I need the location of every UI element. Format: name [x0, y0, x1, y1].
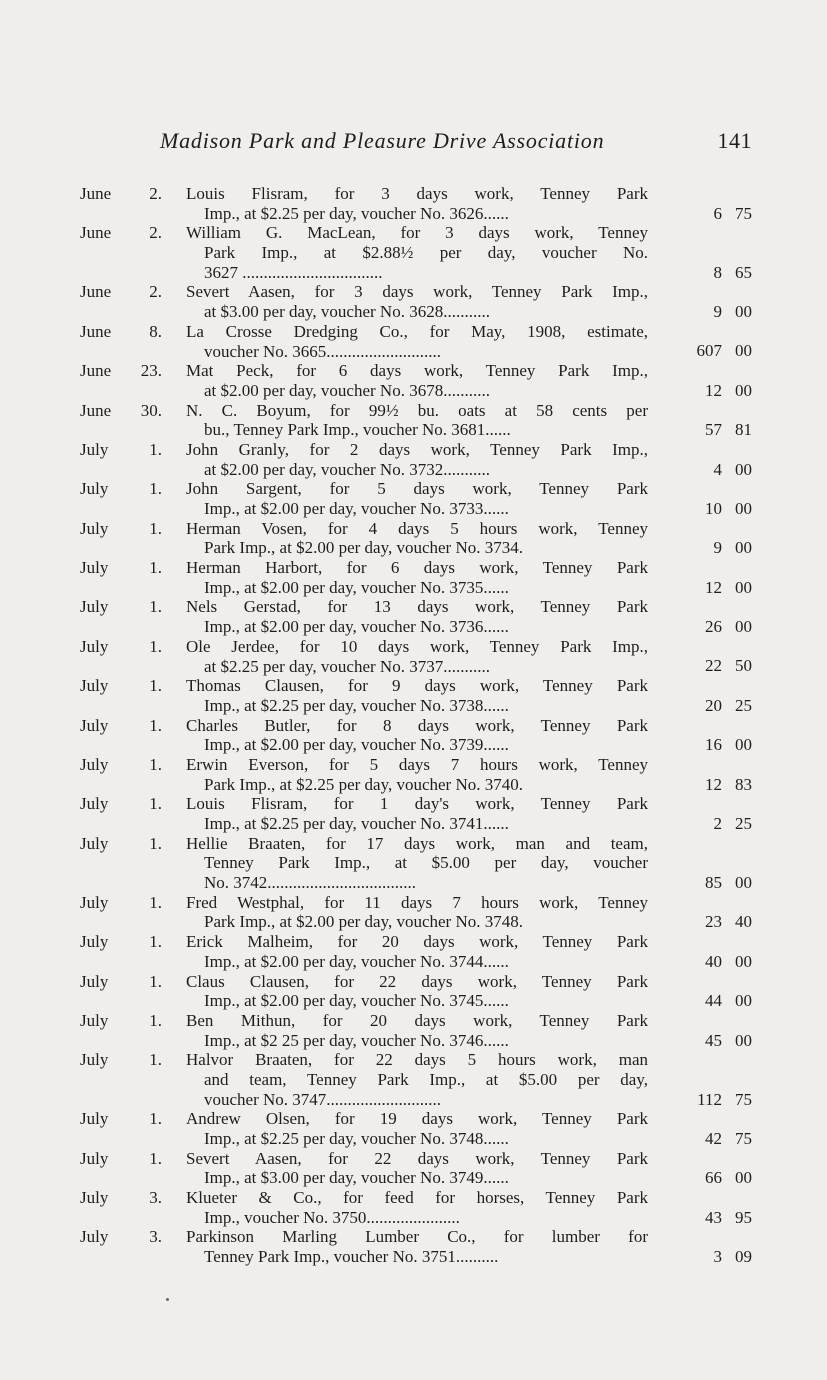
entry-description-line: Herman Vosen, for 4 days 5 hours work, Tenney: [186, 518, 648, 538]
ledger-entry: [80, 1109, 752, 1148]
entry-description-line: No. 3742...................................: [204, 873, 417, 893]
amount-dollars: 9: [713, 302, 722, 322]
entry-description-line: Nels Gerstad, for 13 days work, Tenney Park: [186, 597, 648, 617]
entry-date: [80, 223, 170, 243]
entry-day: 2.: [149, 223, 162, 243]
entry-description-line: Imp., at $2.00 per day, voucher No. 3735......: [204, 577, 509, 597]
entry-day: 30.: [140, 400, 162, 420]
entry-date: [80, 834, 170, 854]
ledger-entry: [80, 401, 752, 440]
entry-description-line: Hellie Braaten, for 17 days work, man and team,: [186, 833, 648, 853]
entry-description: [186, 1050, 648, 1109]
entry-description-line: Imp., at $2.25 per day, voucher No. 3626......: [204, 203, 509, 223]
entry-month: July: [80, 558, 109, 578]
amount-cents: 00: [735, 538, 752, 558]
entry-day: 1.: [149, 558, 162, 578]
entry-month: July: [80, 754, 109, 774]
entry-amount: [662, 381, 752, 401]
amount-cents: 50: [735, 656, 752, 676]
entry-day: 1.: [149, 676, 162, 696]
entry-description: [186, 184, 648, 223]
entry-description-line: Mat Peck, for 6 days work, Tenney Park Imp.,: [186, 361, 648, 381]
entry-month: July: [80, 479, 109, 499]
entry-description: [186, 932, 648, 971]
ledger-entry: [80, 794, 752, 833]
entry-amount: [662, 204, 752, 224]
entry-description: [186, 676, 648, 715]
entry-description-line: at $2.00 per day, voucher No. 3678...........: [204, 380, 490, 400]
entry-month: June: [80, 361, 112, 381]
entry-description-line: voucher No. 3665...........................: [204, 341, 442, 361]
entry-date: [80, 716, 170, 736]
ledger-entry: [80, 972, 752, 1011]
entry-description-line: Park Imp., at $2.88½ per day, voucher No.: [204, 243, 648, 263]
entry-day: 8.: [149, 321, 162, 341]
amount-cents: 00: [735, 873, 752, 893]
entry-month: July: [80, 971, 109, 991]
entry-day: 23.: [140, 361, 162, 381]
entry-description-line: John Granly, for 2 days work, Tenney Park Imp.,: [186, 439, 648, 459]
entry-description-line: Louis Flisram, for 1 day's work, Tenney Park: [186, 794, 648, 814]
entry-date: [80, 558, 170, 578]
amount-cents: 75: [735, 1089, 752, 1109]
ledger-entries: [80, 184, 752, 1267]
entry-description-line: Imp., at $2.00 per day, voucher No. 3745......: [204, 991, 509, 1011]
entry-description: [186, 893, 648, 932]
ledger-entry: [80, 558, 752, 597]
ledger-entry: [80, 322, 752, 361]
entry-amount: [662, 1247, 752, 1267]
amount-dollars: 9: [713, 538, 722, 558]
entry-date: [80, 440, 170, 460]
ledger-entry: [80, 597, 752, 636]
entry-description-line: Imp., at $2.25 per day, voucher No. 3741......: [204, 814, 509, 833]
amount-cents: 75: [735, 203, 752, 223]
entry-date: [80, 794, 170, 814]
entry-day: 1.: [149, 794, 162, 814]
entry-day: 2.: [149, 282, 162, 302]
entry-day: 1.: [149, 833, 162, 853]
entry-amount: [662, 1129, 752, 1149]
amount-cents: 00: [735, 380, 752, 400]
entry-amount: [662, 341, 752, 361]
entry-description-line: Klueter & Co., for feed for horses, Tenney Park: [186, 1188, 648, 1208]
amount-cents: 95: [735, 1207, 752, 1227]
amount-dollars: 42: [705, 1128, 722, 1148]
entry-description: [186, 755, 648, 794]
running-title: Madison Park and Pleasure Drive Association: [160, 128, 605, 153]
entry-day: 1.: [149, 932, 162, 952]
amount-dollars: 607: [696, 341, 722, 361]
entry-day: 1.: [149, 1109, 162, 1129]
entry-month: June: [80, 223, 112, 243]
amount-cents: 00: [735, 1168, 752, 1188]
entry-description-line: Andrew Olsen, for 19 days work, Tenney Park: [186, 1109, 648, 1129]
ledger-entry: [80, 440, 752, 479]
ledger-entry: [80, 282, 752, 321]
entry-day: 1.: [149, 597, 162, 617]
entry-description-line: William G. MacLean, for 3 days work, Tenney: [186, 223, 648, 243]
entry-date: [80, 519, 170, 539]
entry-description-line: Halvor Braaten, for 22 days 5 hours work, man: [186, 1050, 648, 1070]
amount-dollars: 66: [705, 1168, 722, 1188]
entry-description-line: Imp., at $3.00 per day, voucher No. 3749......: [204, 1168, 509, 1188]
entry-description: [186, 597, 648, 636]
entry-date: [80, 184, 170, 204]
entry-date: [80, 1109, 170, 1129]
entry-month: June: [80, 282, 112, 302]
ledger-entry: [80, 637, 752, 676]
entry-amount: [662, 952, 752, 972]
entry-description-line: Imp., at $2.00 per day, voucher No. 3736......: [204, 617, 509, 637]
ledger-entry: [80, 184, 752, 223]
page-number: 141: [717, 128, 752, 153]
entry-amount: [662, 420, 752, 440]
entry-month: June: [80, 400, 112, 420]
entry-month: July: [80, 1148, 109, 1168]
amount-dollars: 85: [705, 873, 722, 893]
entry-description: [186, 361, 648, 400]
entry-amount: [662, 656, 752, 676]
amount-dollars: 57: [705, 420, 722, 440]
entry-amount: [662, 302, 752, 322]
entry-description: [186, 1109, 648, 1148]
entry-description-line: Park Imp., at $2.00 per day, voucher No. 3748.: [204, 912, 523, 932]
entry-date: [80, 1050, 170, 1070]
entry-description-line: Park Imp., at $2.00 per day, voucher No. 3734.: [204, 538, 523, 558]
amount-cents: 65: [735, 262, 752, 282]
ledger-entry: [80, 1011, 752, 1050]
entry-description-line: John Sargent, for 5 days work, Tenney Park: [186, 479, 648, 499]
entry-description: [186, 440, 648, 479]
entry-date: [80, 282, 170, 302]
entry-day: 3.: [149, 1188, 162, 1208]
entry-date: [80, 1227, 170, 1247]
entry-description-line: at $2.00 per day, voucher No. 3732...........: [204, 459, 490, 479]
entry-description: [186, 322, 648, 361]
entry-description: [186, 834, 648, 893]
ledger-entry: [80, 1050, 752, 1109]
entry-date: [80, 755, 170, 775]
entry-description-line: Erick Malheim, for 20 days work, Tenney Park: [186, 932, 648, 952]
ledger-entry: [80, 834, 752, 893]
entry-amount: [662, 1208, 752, 1228]
ledger-entry: [80, 755, 752, 794]
entry-description-line: Fred Westphal, for 11 days 7 hours work, Tenney: [186, 892, 648, 912]
entry-date: [80, 932, 170, 952]
entry-amount: [662, 991, 752, 1011]
ledger-entry: [80, 932, 752, 971]
amount-dollars: 6: [713, 203, 722, 223]
entry-description-line: Tenney Park Imp., voucher No. 3751..........: [204, 1247, 499, 1267]
amount-cents: 40: [735, 912, 752, 932]
amount-cents: 00: [735, 341, 752, 361]
amount-dollars: 2: [713, 813, 722, 833]
paper-speck: [166, 1298, 169, 1301]
entry-description-line: Imp., at $2.00 per day, voucher No. 3744......: [204, 951, 509, 971]
entry-description: [186, 794, 648, 833]
entry-date: [80, 893, 170, 913]
entry-date: [80, 1188, 170, 1208]
entry-description-line: and team, Tenney Park Imp., at $5.00 per day,: [204, 1069, 648, 1089]
ledger-entry: [80, 361, 752, 400]
ledger-entry: [80, 1188, 752, 1227]
entry-day: 1.: [149, 1050, 162, 1070]
entry-description-line: Ben Mithun, for 20 days work, Tenney Park: [186, 1010, 648, 1030]
entry-day: 1.: [149, 636, 162, 656]
entry-date: [80, 637, 170, 657]
entry-description: [186, 282, 648, 321]
entry-amount: [662, 538, 752, 558]
amount-cents: 09: [735, 1247, 752, 1267]
amount-cents: 83: [735, 774, 752, 794]
entry-day: 1.: [149, 518, 162, 538]
amount-dollars: 43: [705, 1207, 722, 1227]
entry-amount: [662, 1031, 752, 1051]
entry-month: July: [80, 439, 109, 459]
entry-month: July: [80, 1227, 109, 1247]
entry-month: July: [80, 833, 109, 853]
page-header: [160, 128, 752, 160]
amount-dollars: 23: [705, 912, 722, 932]
amount-cents: 00: [735, 577, 752, 597]
amount-cents: 25: [735, 813, 752, 833]
entry-month: July: [80, 636, 109, 656]
amount-dollars: 12: [705, 577, 722, 597]
entry-day: 2.: [149, 184, 162, 203]
entry-description-line: Imp., at $2.25 per day, voucher No. 3748......: [204, 1129, 509, 1148]
amount-cents: 00: [735, 951, 752, 971]
entry-description-line: at $3.00 per day, voucher No. 3628...........: [204, 302, 490, 322]
entry-date: [80, 676, 170, 696]
entry-day: 3.: [149, 1227, 162, 1247]
entry-description: [186, 1011, 648, 1050]
amount-dollars: 4: [713, 459, 722, 479]
entry-month: July: [80, 1188, 109, 1208]
entry-day: 1.: [149, 1148, 162, 1168]
entry-date: [80, 401, 170, 421]
entry-date: [80, 322, 170, 342]
entry-month: July: [80, 932, 109, 952]
entry-description: [186, 1149, 648, 1188]
entry-description-line: Severt Aasen, for 22 days work, Tenney Park: [186, 1148, 648, 1168]
entry-description-line: Imp., at $2.00 per day, voucher No. 3739......: [204, 735, 509, 755]
amount-dollars: 112: [697, 1089, 722, 1109]
entry-amount: [662, 499, 752, 519]
ledger-entry: [80, 893, 752, 932]
entry-month: July: [80, 676, 109, 696]
amount-cents: 00: [735, 302, 752, 322]
entry-description: [186, 716, 648, 755]
ledger-entry: [80, 479, 752, 518]
entry-date: [80, 597, 170, 617]
entry-month: July: [80, 892, 109, 912]
entry-amount: [662, 735, 752, 755]
entry-description-line: Imp., at $2.25 per day, voucher No. 3738......: [204, 695, 509, 715]
amount-cents: 00: [735, 617, 752, 637]
entry-description-line: Park Imp., at $2.25 per day, voucher No. 3740.: [204, 774, 523, 794]
entry-description-line: Charles Butler, for 8 days work, Tenney Park: [186, 715, 648, 735]
entry-amount: [662, 460, 752, 480]
entry-description-line: Severt Aasen, for 3 days work, Tenney Park Imp.,: [186, 282, 648, 302]
amount-dollars: 16: [705, 735, 722, 755]
entry-month: July: [80, 1109, 109, 1129]
entry-description-line: Parkinson Marling Lumber Co., for lumber for: [186, 1227, 648, 1247]
entry-description-line: Herman Harbort, for 6 days work, Tenney Park: [186, 558, 648, 578]
entry-day: 1.: [149, 439, 162, 459]
entry-date: [80, 361, 170, 381]
amount-dollars: 10: [705, 498, 722, 518]
entry-date: [80, 972, 170, 992]
amount-dollars: 44: [705, 991, 722, 1011]
ledger-entry: [80, 223, 752, 282]
entry-month: July: [80, 1050, 109, 1070]
entry-description-line: Thomas Clausen, for 9 days work, Tenney Park: [186, 676, 648, 696]
entry-amount: [662, 775, 752, 795]
entry-description: [186, 558, 648, 597]
entry-month: July: [80, 597, 109, 617]
entry-description-line: La Crosse Dredging Co., for May, 1908, estimate,: [186, 321, 648, 341]
entry-amount: [662, 912, 752, 932]
entry-description: [186, 401, 648, 440]
entry-amount: [662, 1168, 752, 1188]
amount-cents: 00: [735, 735, 752, 755]
amount-dollars: 45: [705, 1030, 722, 1050]
entry-date: [80, 479, 170, 499]
ledger-entry: [80, 716, 752, 755]
entry-month: July: [80, 518, 109, 538]
entry-day: 1.: [149, 754, 162, 774]
entry-description: [186, 972, 648, 1011]
entry-amount: [662, 1090, 752, 1110]
amount-dollars: 20: [705, 695, 722, 715]
amount-dollars: 12: [705, 380, 722, 400]
entry-day: 1.: [149, 715, 162, 735]
ledger-entry: [80, 519, 752, 558]
entry-month: June: [80, 184, 112, 203]
entry-description-line: 3627 .................................: [204, 262, 383, 282]
entry-day: 1.: [149, 1010, 162, 1030]
entry-month: July: [80, 794, 109, 814]
entry-date: [80, 1011, 170, 1031]
entry-description: [186, 223, 648, 282]
entry-description-line: Erwin Everson, for 5 days 7 hours work, Tenney: [186, 754, 648, 774]
entry-date: [80, 1149, 170, 1169]
amount-cents: 00: [735, 498, 752, 518]
amount-dollars: 8: [713, 262, 722, 282]
entry-description-line: bu., Tenney Park Imp., voucher No. 3681......: [204, 420, 511, 440]
entry-amount: [662, 696, 752, 716]
entry-description-line: Imp., voucher No. 3750......................: [204, 1207, 460, 1227]
amount-dollars: 12: [705, 774, 722, 794]
amount-cents: 00: [735, 459, 752, 479]
amount-dollars: 3: [713, 1247, 722, 1267]
entry-amount: [662, 578, 752, 598]
entry-day: 1.: [149, 479, 162, 499]
entry-month: July: [80, 1010, 109, 1030]
entry-description: [186, 1227, 648, 1266]
entry-description-line: Claus Clausen, for 22 days work, Tenney Park: [186, 971, 648, 991]
ledger-entry: [80, 676, 752, 715]
amount-cents: 75: [735, 1128, 752, 1148]
amount-cents: 00: [735, 991, 752, 1011]
amount-cents: 00: [735, 1030, 752, 1050]
entry-description-line: Tenney Park Imp., at $5.00 per day, voucher: [204, 853, 648, 873]
amount-dollars: 26: [705, 617, 722, 637]
amount-dollars: 22: [705, 656, 722, 676]
entry-day: 1.: [149, 971, 162, 991]
ledger-entry: [80, 1149, 752, 1188]
entry-description: [186, 637, 648, 676]
entry-day: 1.: [149, 892, 162, 912]
entry-description-line: at $2.25 per day, voucher No. 3737...........: [204, 656, 490, 676]
entry-amount: [662, 873, 752, 893]
entry-month: June: [80, 321, 112, 341]
entry-amount: [662, 263, 752, 283]
entry-description: [186, 479, 648, 518]
entry-description-line: N. C. Boyum, for 99½ bu. oats at 58 cents per: [186, 400, 648, 420]
entry-description-line: voucher No. 3747...........................: [204, 1089, 442, 1109]
entry-description-line: Imp., at $2.00 per day, voucher No. 3733......: [204, 499, 509, 518]
entry-description: [186, 519, 648, 558]
entry-description: [186, 1188, 648, 1227]
entry-description-line: Louis Flisram, for 3 days work, Tenney Park: [186, 184, 648, 203]
entry-month: July: [80, 715, 109, 735]
amount-dollars: 40: [705, 951, 722, 971]
amount-cents: 81: [735, 420, 752, 440]
entry-amount: [662, 814, 752, 834]
entry-description-line: Ole Jerdee, for 10 days work, Tenney Park Imp.,: [186, 636, 648, 656]
amount-cents: 25: [735, 695, 752, 715]
ledger-entry: [80, 1227, 752, 1266]
entry-amount: [662, 617, 752, 637]
entry-description-line: Imp., at $2 25 per day, voucher No. 3746......: [204, 1030, 509, 1050]
